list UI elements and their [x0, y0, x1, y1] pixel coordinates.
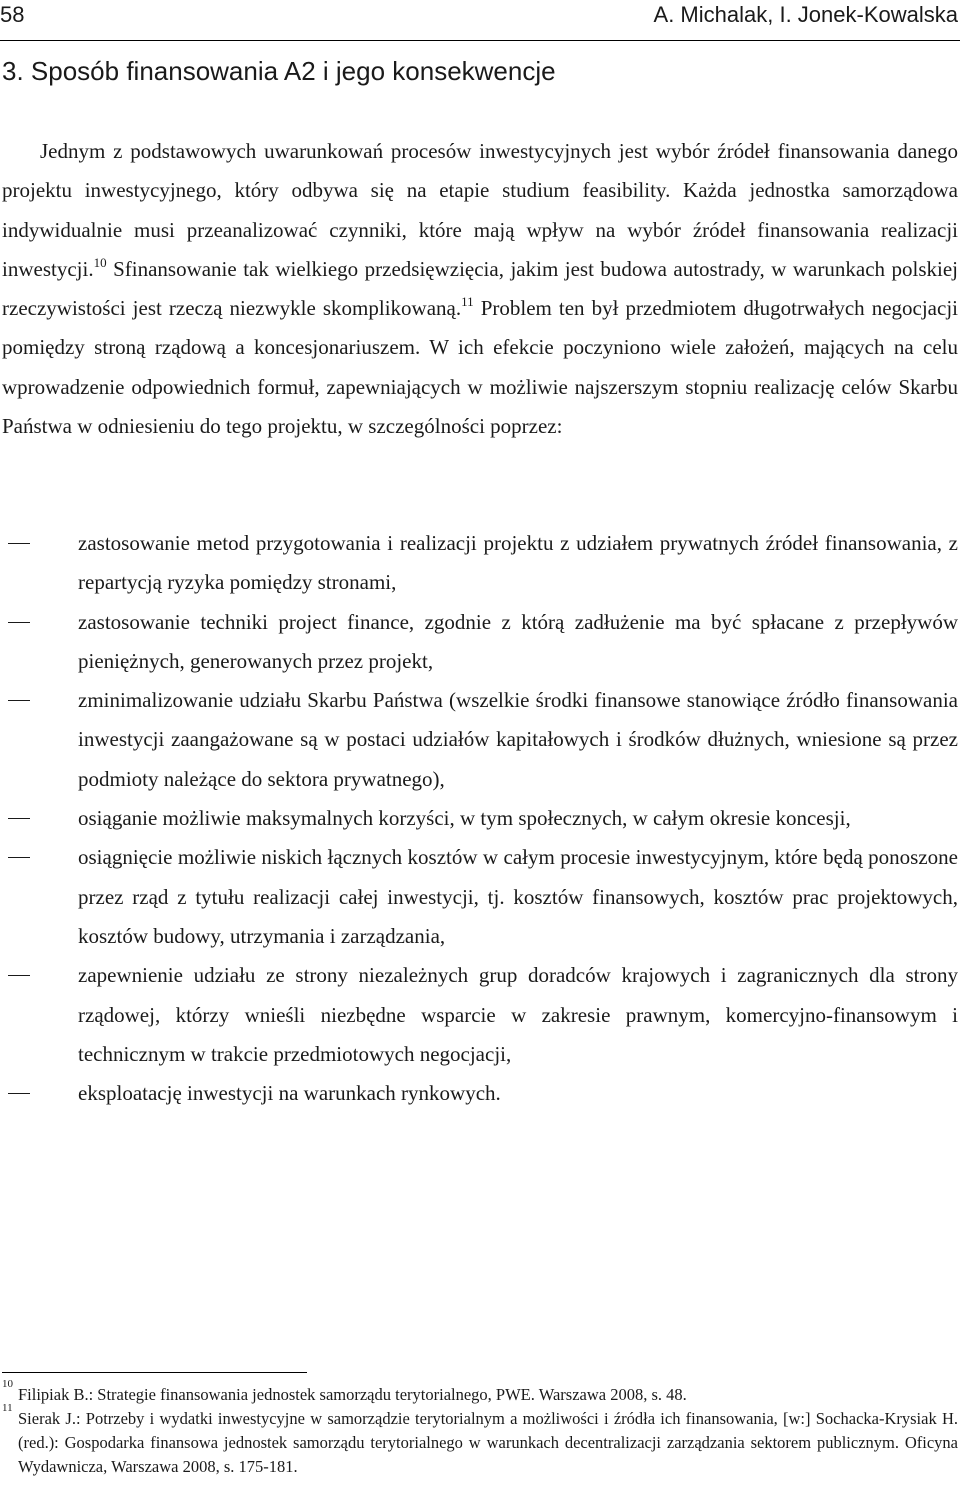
running-head-authors: A. Michalak, I. Jonek-Kowalska — [653, 2, 958, 27]
dash-bullet-icon — [8, 975, 30, 976]
list-item — [2, 956, 958, 1074]
footnote-number: 10 — [2, 1378, 13, 1390]
footnote-10 — [2, 1378, 958, 1407]
footnote-ref-11[interactable]: 11 — [461, 294, 474, 310]
footnote-ref-10[interactable]: 10 — [93, 254, 107, 270]
list-item-text: osiąganie możliwie maksymalnych korzyści, w tym społecznych, w całym okresie koncesji, — [78, 806, 851, 831]
footnotes — [2, 1378, 958, 1479]
list-item-text: zapewnienie udziału ze strony niezależnych grup doradców krajowych i zagranicznych dla strony rządowej, którzy wnieśli niezbędne wsparcie w zakresie prawnym, komercyjno-finansowym i technicznym w trakcie przedmiotowych negocjacji, — [78, 963, 958, 1066]
section-title: 3. Sposób finansowania A2 i jego konsekwencje — [2, 56, 556, 86]
footnote-separator — [2, 1372, 307, 1373]
list-item — [2, 838, 958, 956]
footnote-text: Filipiak B.: Strategie finansowania jednostek samorządu terytorialnego, PWE. Warszawa 2008, s. 48. — [18, 1385, 687, 1404]
main-paragraph — [2, 132, 958, 446]
dash-bullet-icon — [8, 622, 30, 623]
page-number: 58 — [0, 2, 25, 27]
dash-bullet-icon — [8, 857, 30, 858]
list-item-text: osiągnięcie możliwie niskich łącznych kosztów w całym procesie inwestycyjnym, które będą ponoszone przez rząd z tytułu realizacji całej inwestycji, tj. kosztów finansowych, kosztów prac projektowych, kosztów budowy, utrzymania i zarządzania, — [78, 845, 958, 948]
list-item-text: zastosowanie metod przygotowania i realizacji projektu z udziałem prywatnych źródeł finansowania, z repartycją ryzyka pomiędzy stronami, — [78, 531, 958, 595]
dash-bullet-icon — [8, 1093, 30, 1094]
paragraph-sentence-3: Problem ten był przedmiotem długotrwałych negocjacji pomiędzy stroną rządową a koncesjonariuszem. W ich efekcie poczyniono wiele założeń, mających na celu wprowadzenie odpowiednich formuł, zapewniających w możliwie najszerszym stopniu realizację celów Skarbu Państwa w odniesieniu do tego projektu, w szczególności poprzez: — [2, 296, 958, 439]
list-item-text: zastosowanie techniki project finance, zgodnie z którą zadłużenie ma być spłacane z przepływów pieniężnych, generowanych przez projekt, — [78, 609, 958, 673]
footnote-number: 11 — [2, 1402, 13, 1414]
list-item-text: zminimalizowanie udziału Skarbu Państwa (wszelkie środki finansowe stanowiące źródło finansowania inwestycji zaangażowane są w postaci udziałów kapitałowych i środków dłużnych, wniesione są przez podmioty należące do sektora prywatnego), — [78, 688, 958, 791]
list-item — [2, 524, 958, 603]
footnote-text: Sierak J.: Potrzeby i wydatki inwestycyjne w samorządzie terytorialnym a możliwości i źródła ich finansowania, [w:] Sochacka-Krysiak H. (red.): Gospodarka finansowa jednostek samorządu terytorialnego w warunkach decentralizacji zarządzania sektorem publicznym. Oficyna Wydawnicza, Warszawa 2008, s. 175-181. — [18, 1409, 958, 1476]
dash-bullet-icon — [8, 700, 30, 701]
list-item — [2, 799, 958, 838]
paragraph-sentence-1: Jednym z podstawowych uwarunkowań procesów inwestycyjnych jest wybór źródeł finansowania danego projektu inwestycyjnego, który odbywa się na etapie studium feasibility. Każda jednostka samorządowa indywidualnie musi przeanalizować czynniki, które mają wpływ na wybór źródeł finansowania realizacji inwestycji. — [2, 139, 958, 281]
dash-bullet-icon — [8, 818, 30, 819]
list-item — [2, 1074, 958, 1113]
paragraph-sentence-2: Sfinansowanie tak wielkiego przedsięwzięcia, jakim jest budowa autostrady, w warunkach polskiej rzeczywistości jest rzeczą niezwykle skomplikowaną. — [2, 256, 958, 321]
page-header — [0, 0, 960, 41]
list-item — [2, 603, 958, 682]
list-item — [2, 681, 958, 799]
footnote-11 — [2, 1402, 958, 1479]
list-item-text: eksploatację inwestycji na warunkach rynkowych. — [78, 1081, 501, 1106]
dash-bullet-icon — [8, 543, 30, 544]
bullet-list — [2, 524, 958, 1113]
